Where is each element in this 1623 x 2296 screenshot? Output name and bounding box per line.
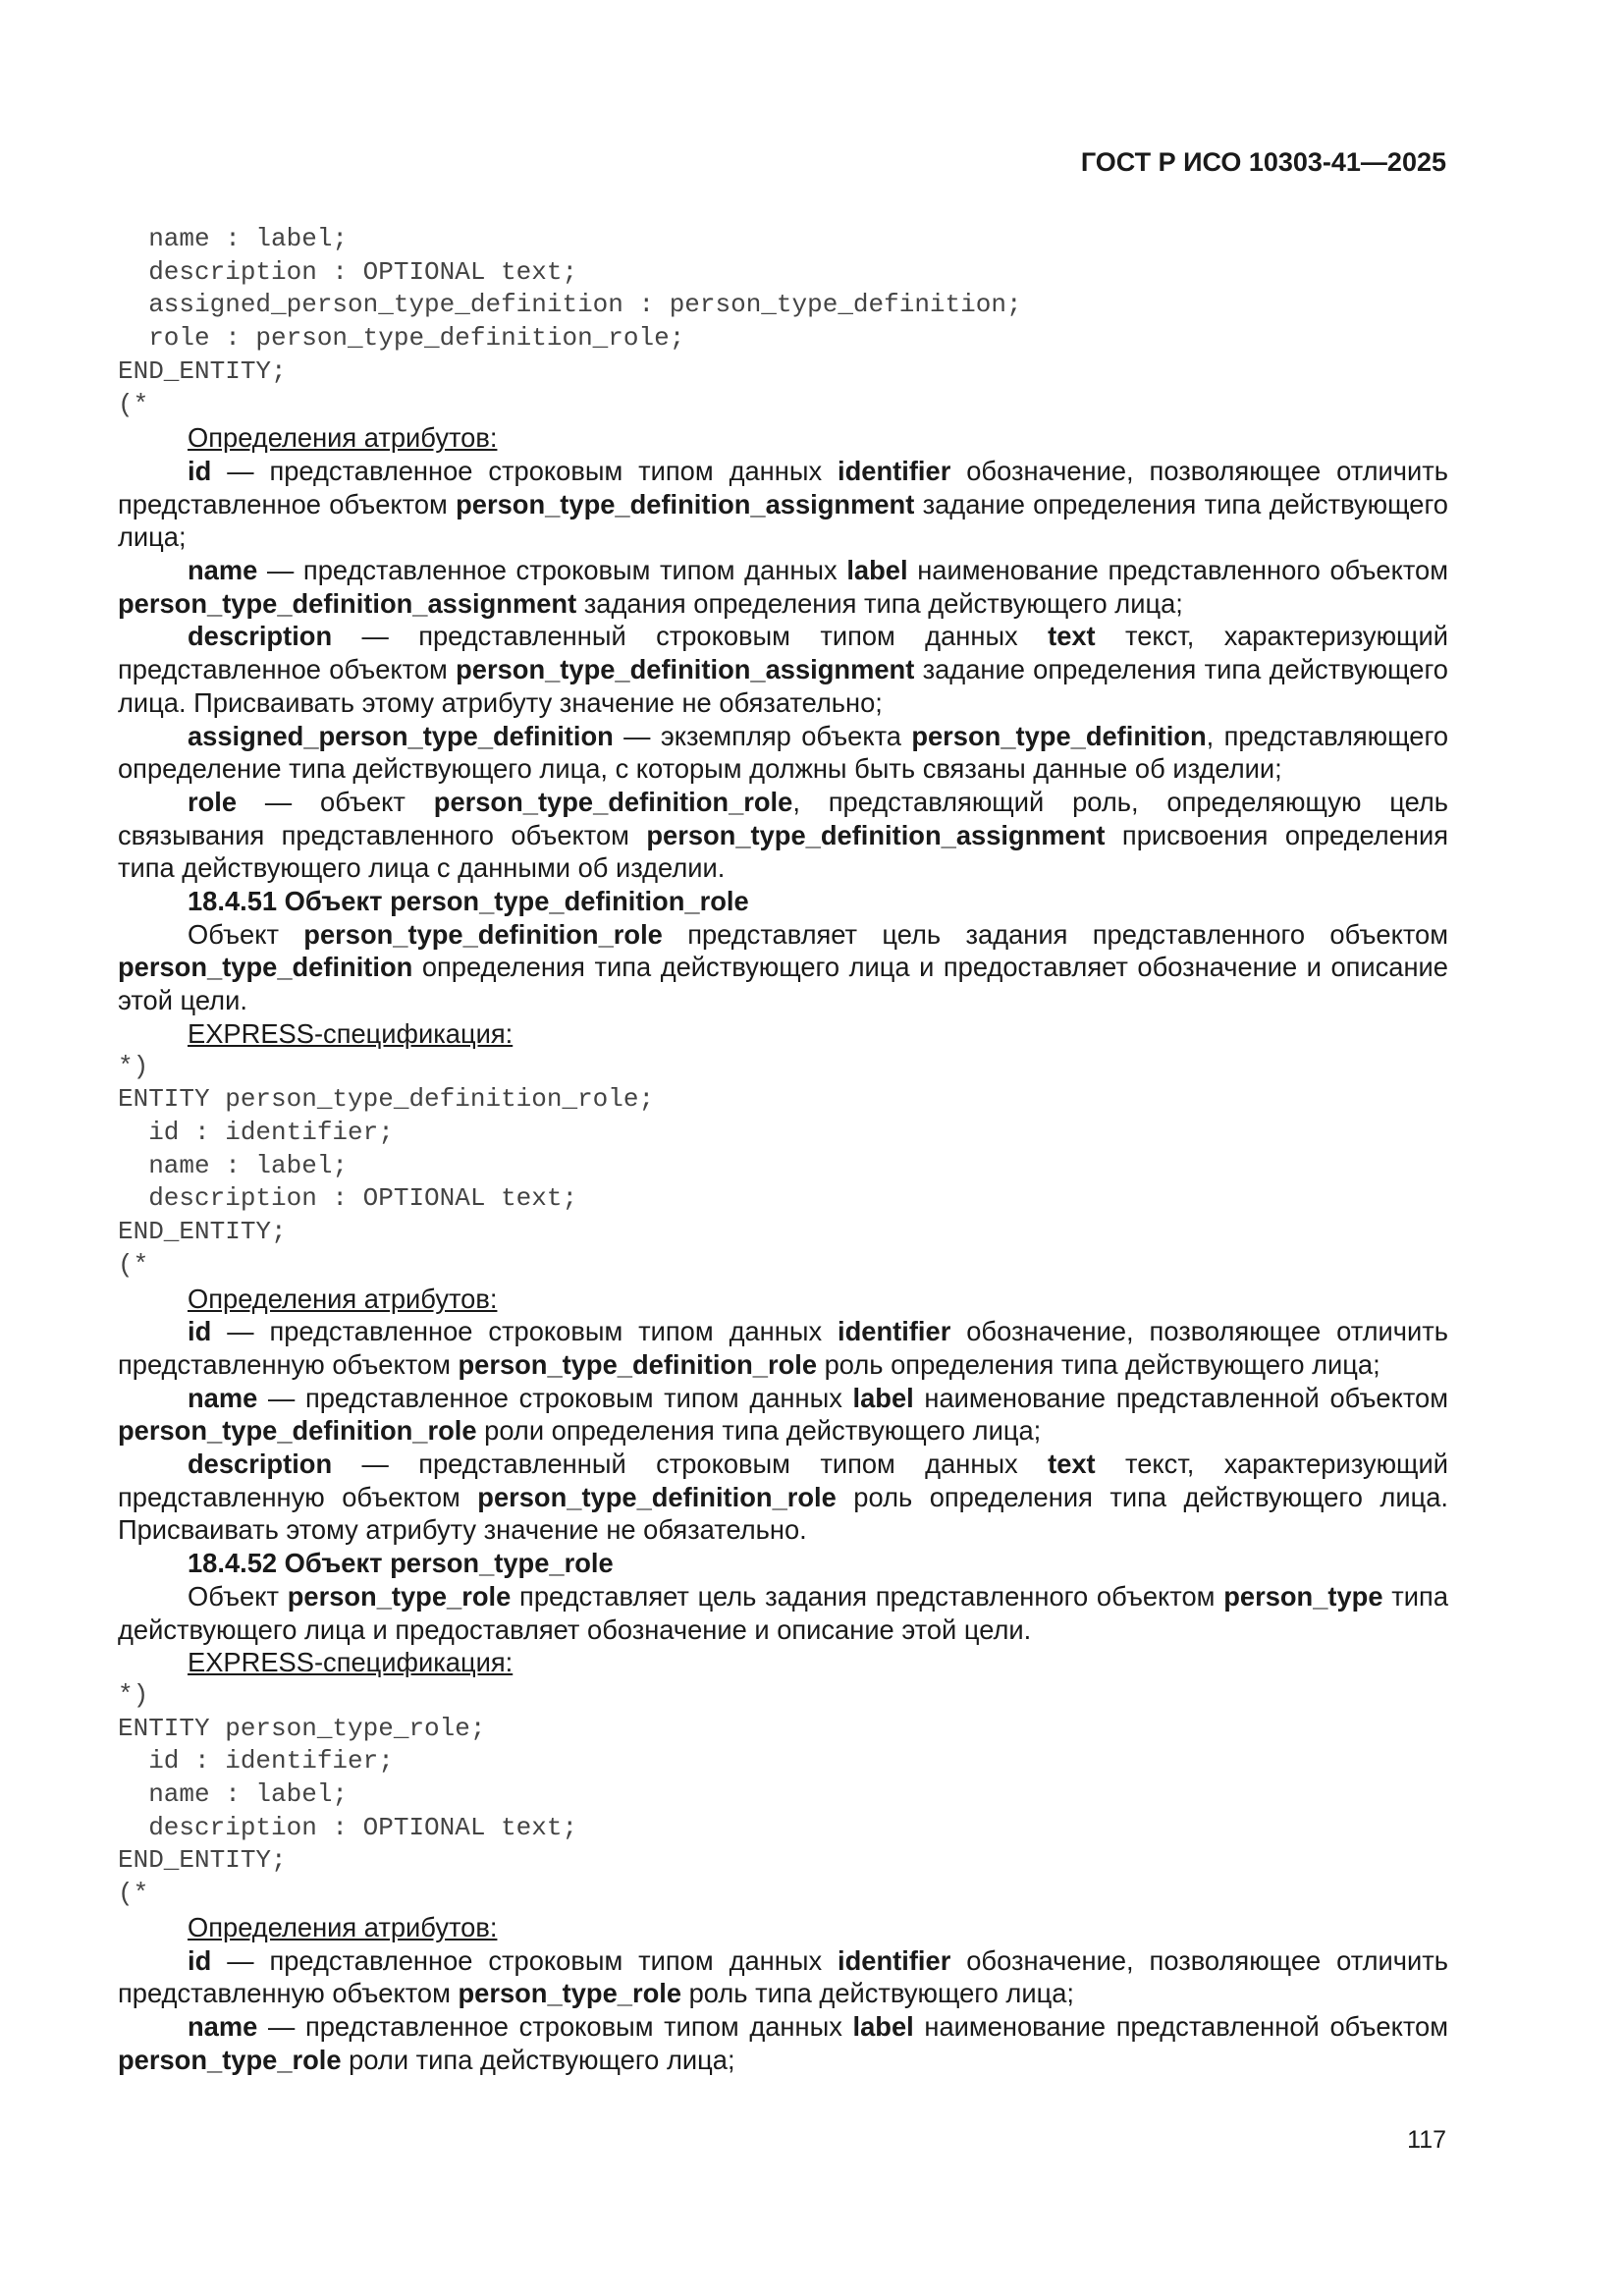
section-heading: 18.4.52 Объект person_type_role — [188, 1548, 614, 1579]
code-line: assigned_person_type_definition : person_type_definition; — [118, 290, 1022, 320]
attr-def-description — [118, 620, 1448, 719]
bold-term: identifier — [838, 1944, 951, 1976]
attr-def-id — [118, 1315, 1448, 1381]
bold-term: person_type_definition — [911, 720, 1207, 751]
bold-term: label — [852, 2010, 914, 2042]
bold-term: person_type_role — [458, 1978, 682, 2009]
text-run: — представленное строковым типом данных — [257, 1382, 853, 1413]
text-run: обозначение, позволяющее отличить представленную объектом — [118, 1944, 1448, 2009]
express-code-block — [118, 1679, 1448, 1911]
page-content — [118, 223, 1448, 2076]
text-run: — представленное строковым типом данных — [257, 555, 847, 586]
code-line: END_ENTITY; — [118, 355, 287, 386]
code-line: description : OPTIONAL text; — [118, 1183, 578, 1214]
bold-term: name — [188, 1382, 258, 1413]
section-intro — [118, 1580, 1448, 1646]
bold-term: text — [1048, 1449, 1096, 1480]
attr-def-assigned — [118, 720, 1448, 786]
code-line: description : OPTIONAL text; — [118, 256, 578, 287]
attr-def-name — [118, 1382, 1448, 1448]
code-line: ENTITY person_type_definition_role; — [118, 1084, 655, 1115]
express-code-block — [118, 1051, 1448, 1283]
bold-term: name — [188, 555, 258, 586]
bold-term: person_type_definition_assignment — [456, 488, 915, 519]
text-run: роль определения типа действующего лица; — [817, 1348, 1380, 1380]
bold-term: id — [188, 455, 212, 486]
code-line: (* — [118, 1879, 149, 1909]
bold-term: person_type_definition_assignment — [646, 819, 1106, 850]
code-line: *) — [118, 1051, 149, 1081]
text-run: роли типа действующего лица; — [341, 2044, 735, 2075]
express-label: EXPRESS-спецификация: — [188, 1017, 514, 1049]
text-run: задания определения типа действующего лица; — [576, 587, 1183, 619]
attr-def-id — [118, 1944, 1448, 2010]
code-line: id : identifier; — [118, 1117, 394, 1147]
text-run: — представленный строковым типом данных — [332, 1449, 1049, 1480]
text-run: задание определения типа действующего лица. Присваивать этому атрибуту значение не обязательно; — [118, 654, 1448, 718]
text-run: обозначение, позволяющее отличить представленное объектом — [118, 455, 1448, 519]
attr-def-name — [118, 554, 1448, 620]
bold-term: text — [1048, 621, 1096, 652]
text-run: роль типа действующего лица; — [681, 1978, 1074, 2009]
text-run: — представленный строковым типом данных — [332, 621, 1049, 652]
code-line: name : label; — [118, 1779, 349, 1810]
attributes-heading: Определения атрибутов: — [188, 1283, 498, 1314]
bold-term: description — [188, 621, 333, 652]
attributes-heading: Определения атрибутов: — [188, 422, 498, 454]
bold-term: description — [188, 1449, 333, 1480]
text-run: — представленное строковым типом данных — [211, 1316, 839, 1347]
text-run: представляет цель задания представленного объектом — [662, 918, 1448, 950]
bold-term: person_type_definition_role — [458, 1348, 818, 1380]
bold-term: assigned_person_type_definition — [188, 720, 614, 751]
bold-term: person_type — [1223, 1580, 1383, 1612]
text-run: — объект — [237, 786, 434, 817]
bold-term: id — [188, 1316, 212, 1347]
page-number: 117 — [1407, 2126, 1446, 2154]
text-run: — представленное строковым типом данных — [211, 1944, 839, 1976]
bold-term: label — [852, 1382, 914, 1413]
bold-term: person_type_definition_assignment — [456, 654, 915, 685]
bold-term: person_type_definition_role — [303, 918, 663, 950]
text-run: текст, характеризующий представленное объектом — [118, 621, 1448, 685]
text-run: текст, характеризующий представленную объектом — [118, 1449, 1448, 1512]
text-run: роли определения типа действующего лица; — [476, 1415, 1042, 1447]
text-run: обозначение, позволяющее отличить представленную объектом — [118, 1316, 1448, 1380]
text-run: наименование представленной объектом — [913, 2010, 1448, 2042]
code-line: id : identifier; — [118, 1746, 394, 1777]
attr-def-description — [118, 1448, 1448, 1547]
text-run: Объект — [188, 1580, 288, 1612]
text-run: представляет цель задания представленного объектом — [511, 1580, 1224, 1612]
bold-term: person_type_definition_role — [477, 1481, 837, 1512]
attributes-heading: Определения атрибутов: — [188, 1911, 498, 1942]
bold-term: label — [846, 555, 908, 586]
code-line: role : person_type_definition_role; — [118, 323, 685, 354]
bold-term: person_type_definition_role — [118, 1415, 477, 1447]
section-intro — [118, 918, 1448, 1017]
document-header: ГОСТ Р ИСО 10303-41—2025 — [1080, 147, 1446, 177]
bold-term: role — [188, 786, 238, 817]
express-label: EXPRESS-спецификация: — [188, 1647, 514, 1678]
text-run: наименование представленного объектом — [907, 555, 1448, 586]
bold-term: person_type_role — [287, 1580, 512, 1612]
code-line: name : label; — [118, 224, 349, 253]
text-run: , представляющего определение типа действующего лица, с которым должны быть связаны данные об изделии; — [118, 720, 1449, 785]
section-heading: 18.4.51 Объект person_type_definition_role — [188, 886, 749, 917]
text-run: типа действующего лица и предоставляет обозначение и описание этой цели. — [118, 1580, 1449, 1645]
bold-term: person_type_definition — [118, 952, 413, 983]
code-line: END_ENTITY; — [118, 1845, 287, 1876]
bold-term: name — [188, 2010, 258, 2042]
code-line: (* — [118, 1249, 149, 1280]
bold-term: id — [188, 1944, 212, 1976]
text-run: определения типа действующего лица и предоставляет обозначение и описание этой цели. — [118, 952, 1448, 1016]
text-run: роль определения типа действующего лица. Присваивать этому атрибуту значение не обязательно. — [118, 1481, 1448, 1546]
code-block-continued — [118, 223, 1448, 421]
attr-def-id — [118, 455, 1448, 554]
code-line: END_ENTITY; — [118, 1217, 287, 1247]
code-line: (* — [118, 389, 149, 419]
text-run: присвоения определения типа действующего лица с данными об изделии. — [118, 819, 1448, 884]
text-run: задание определения типа действующего лица; — [118, 488, 1448, 553]
text-run: наименование представленной объектом — [913, 1382, 1448, 1413]
bold-term: identifier — [838, 455, 951, 486]
text-run: — представленное строковым типом данных — [257, 2010, 853, 2042]
code-line: *) — [118, 1679, 149, 1710]
bold-term: identifier — [838, 1316, 951, 1347]
attr-def-role — [118, 786, 1448, 885]
code-line: name : label; — [118, 1150, 349, 1180]
text-run: — представленное строковым типом данных — [211, 455, 839, 486]
bold-term: person_type_role — [118, 2044, 342, 2075]
text-run: — экземпляр объекта — [613, 720, 912, 751]
text-run: Объект — [188, 918, 304, 950]
code-line: ENTITY person_type_role; — [118, 1713, 486, 1743]
code-line: description : OPTIONAL text; — [118, 1812, 578, 1842]
bold-term: person_type_definition_assignment — [118, 587, 577, 619]
attr-def-name — [118, 2010, 1448, 2076]
text-run: , представляющий роль, определяющую цель связывания представленного объектом — [118, 786, 1448, 850]
bold-term: person_type_definition_role — [433, 786, 793, 817]
